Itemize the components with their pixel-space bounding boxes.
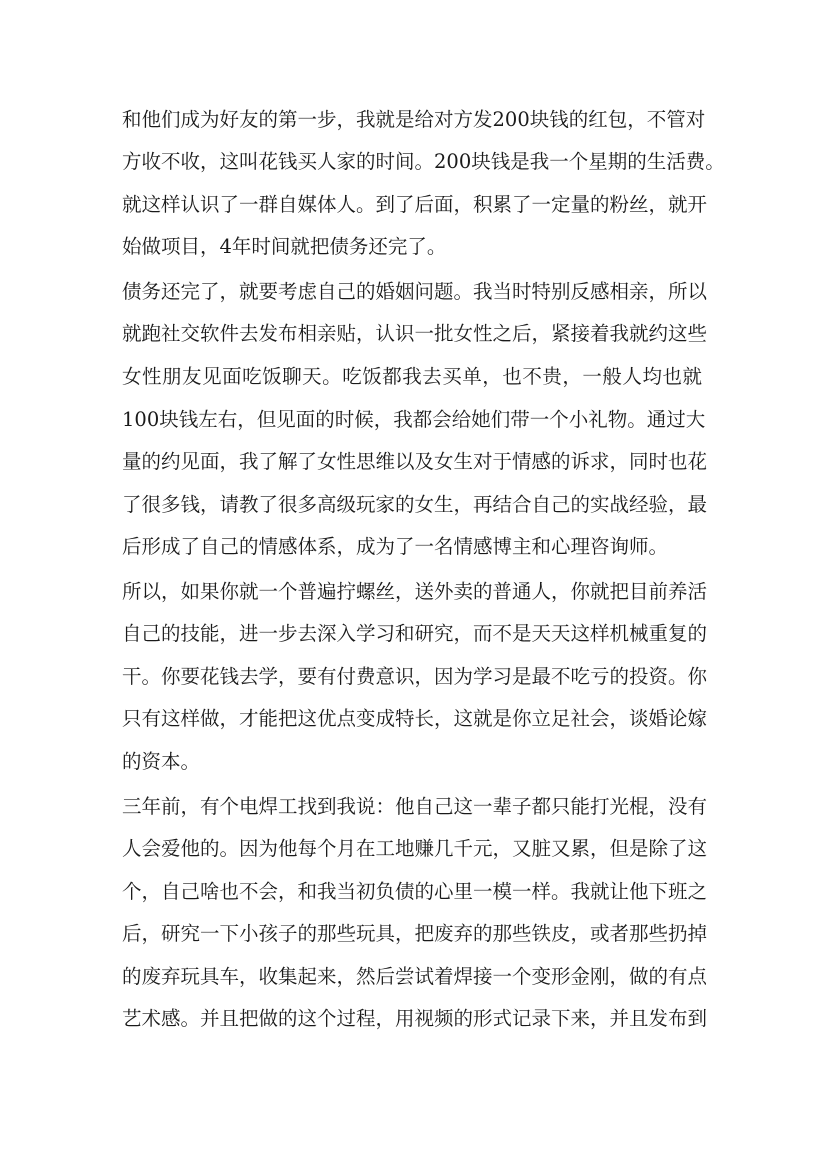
text-line: 女性朋友见面吃饭聊天。吃饭都我去买单，也不贵，一般人均也就 xyxy=(122,365,702,388)
text-line: 100块钱左右，但见面的时候，我都会给她们带一个小礼物。通过大 xyxy=(122,408,706,431)
text-line: 三年前，有个电焊工找到我说：他自己这一辈子都只能打光棍，没有 xyxy=(122,795,708,818)
text-line: 后，研究一下小孩子的那些玩具，把废弃的那些铁皮，或者那些扔掉 xyxy=(122,922,708,945)
text-line: 和他们成为好友的第一步，我就是给对方发200块钱的红包，不管对 xyxy=(122,108,706,131)
text-line: 的废弃玩具车，收集起来，然后尝试着焊接一个变形金刚，做的有点 xyxy=(122,965,708,988)
text-line: 只有这样做，才能把这优点变成特长，这就是你立足社会，谈婚论嫁 xyxy=(122,707,708,730)
text-line: 就跑社交软件去发布相亲贴，认识一批女性之后，紧接着我就约这些 xyxy=(122,322,708,345)
text-line: 债务还完了，就要考虑自己的婚姻问题。我当时特别反感相亲，所以 xyxy=(122,280,708,303)
text-line: 后形成了自己的情感体系，成为了一名情感博主和心理咨询师。 xyxy=(122,535,669,558)
text-line: 始做项目，4年时间就把债务还完了。 xyxy=(122,235,447,258)
text-line: 方收不收，这叫花钱买人家的时间。200块钱是我一个星期的生活费。 xyxy=(122,150,725,173)
text-line: 自己的技能，进一步去深入学习和研究，而不是天天这样机械重复的 xyxy=(122,622,708,645)
text-line: 了很多钱，请教了很多高级玩家的女生，再结合自己的实战经验，最 xyxy=(122,493,708,516)
text-line: 艺术感。并且把做的这个过程，用视频的形式记录下来，并且发布到 xyxy=(122,1007,708,1030)
text-line: 个，自己啥也不会，和我当初负债的心里一模一样。我就让他下班之 xyxy=(122,880,708,903)
text-line: 干。你要花钱去学，要有付费意识，因为学习是最不吃亏的投资。你 xyxy=(122,665,708,688)
text-line: 就这样认识了一群自媒体人。到了后面，积累了一定量的粉丝，就开 xyxy=(122,193,708,216)
text-line: 人会爱他的。因为他每个月在工地赚几千元，又脏又累，但是除了这 xyxy=(122,837,708,860)
text-line: 所以，如果你就一个普遍拧螺丝，送外卖的普通人，你就把目前养活 xyxy=(122,580,708,603)
text-line: 量的约见面，我了解了女性思维以及女生对于情感的诉求，同时也花 xyxy=(122,450,708,473)
text-line: 的资本。 xyxy=(122,750,201,773)
